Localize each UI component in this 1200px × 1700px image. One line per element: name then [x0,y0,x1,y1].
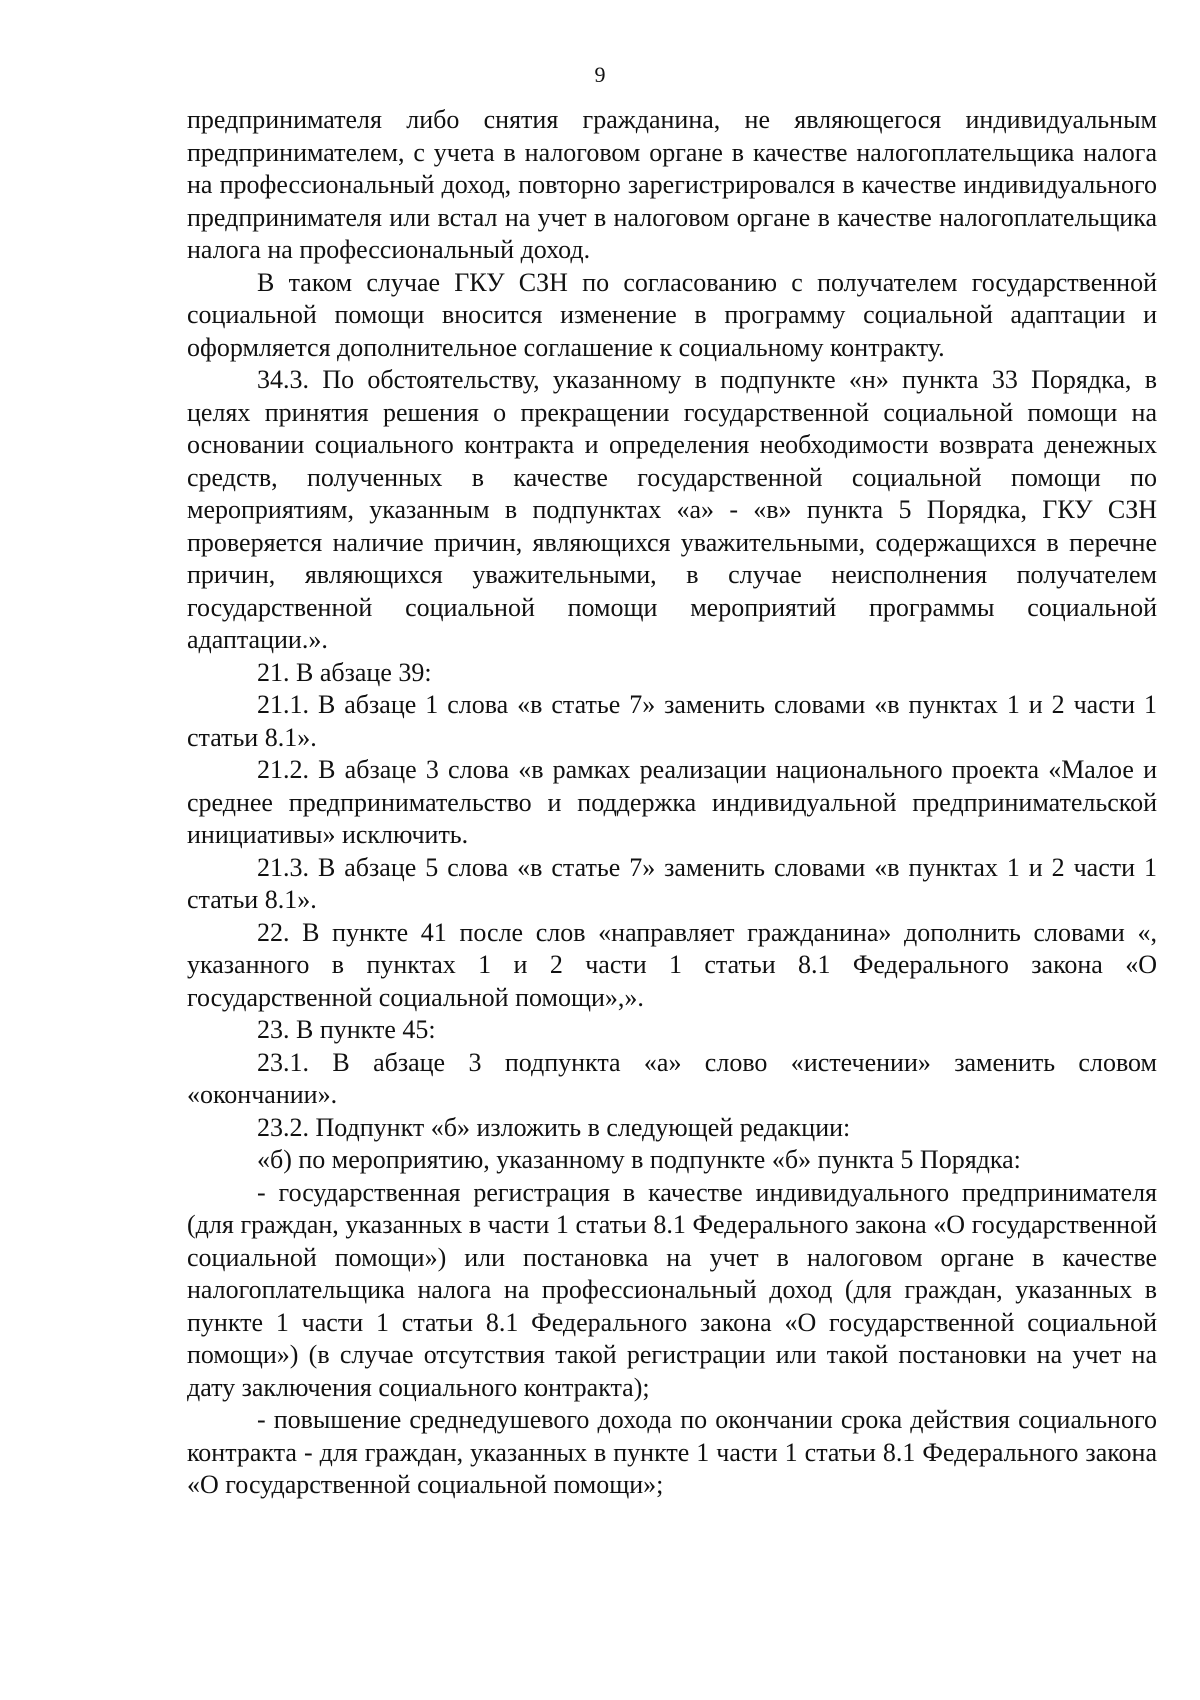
paragraph-gku-szn-agreement: В таком случае ГКУ СЗН по согласованию с получателем государственной социальной помощи вносится изменение в программу социальной адаптации и оформляется дополнительное соглашение к социальному контракту. [187,267,1157,362]
paragraph-34-3: 34.3. По обстоятельству, указанному в подпункте «н» пункта 33 Порядка, в целях принятия решения о прекращении государственной социальной помощи на основании социального контракта и определения необходимости возврата денежных средств, полученных в качестве государственной социальной помощи по мероприятиям, указанным в подпунктах «а» - «в» пункта 5 Порядка, ГКУ СЗН проверяется наличие причин, являющихся уважительными, содержащихся в перечне причин, являющихся уважительными, в случае неисполнения получателем государственной социальной помощи мероприятий программы социальной адаптации.». [187,365,1157,654]
paragraph-21-3: 21.3. В абзаце 5 слова «в статье 7» заменить словами «в пунктах 1 и 2 части 1 статьи 8.1». [187,852,1157,914]
paragraph-21-1: 21.1. В абзаце 1 слова «в статье 7» заменить словами «в пунктах 1 и 2 части 1 статьи 8.1». [187,690,1157,752]
paragraph-23-2: 23.2. Подпункт «б» изложить в следующей редакции: [257,1112,851,1142]
paragraph-21: 21. В абзаце 39: [257,657,432,687]
paragraph-subpoint-b: «б) по мероприятию, указанному в подпункте «б» пункта 5 Порядка: [257,1145,1021,1174]
paragraph-23-1: 23.1. В абзаце 3 подпункта «а» слово «истечении» заменить словом «окончании». [187,1047,1157,1109]
paragraph-23: 23. В пункте 45: [257,1015,436,1044]
paragraph-21-2: 21.2. В абзаце 3 слова «в рамках реализации национального проекта «Малое и среднее предпринимательство и поддержка индивидуальной предпринимательской инициативы» исключить. [187,755,1157,849]
page-number: 9 [594,62,606,87]
paragraph-22: 22. В пункте 41 после слов «направляет гражданина» дополнить словами «, указанного в пунктах 1 и 2 части 1 статьи 8.1 Федерального закона «О государственной социальной помощи»,». [187,917,1157,1012]
paragraph-bullet-registration: - государственная регистрация в качестве индивидуального предпринимателя (для граждан, указанных в части 1 статьи 8.1 Федерального закона «О государственной социальной помощи») или постановка на учет в налоговом органе в качестве налогоплательщика налога на профессиональный доход (для граждан, указанных в пункте 1 части 1 статьи 8.1 Федерального закона «О государственной социальной помощи») (в случае отсутствия такой регистрации или такой постановки на учет на дату заключения социального контракта); [187,1177,1157,1402]
paragraph-bullet-income: - повышение среднедушевого дохода по окончании срока действия социального контракта - для граждан, указанных в пункте 1 части 1 статьи 8.1 Федерального закона «О государственной социальной помощи»; [187,1405,1157,1499]
document-body [187,104,1157,1502]
paragraph-continuation: предпринимателя либо снятия гражданина, не являющегося индивидуальным предпринимателем, с учета в налоговом органе в качестве налогоплательщика налога на профессиональный доход, повторно зарегистрировался в качестве индивидуального предпринимателя или встал на учет в налоговом органе в качестве налогоплательщика налога на профессиональный доход. [187,105,1157,264]
